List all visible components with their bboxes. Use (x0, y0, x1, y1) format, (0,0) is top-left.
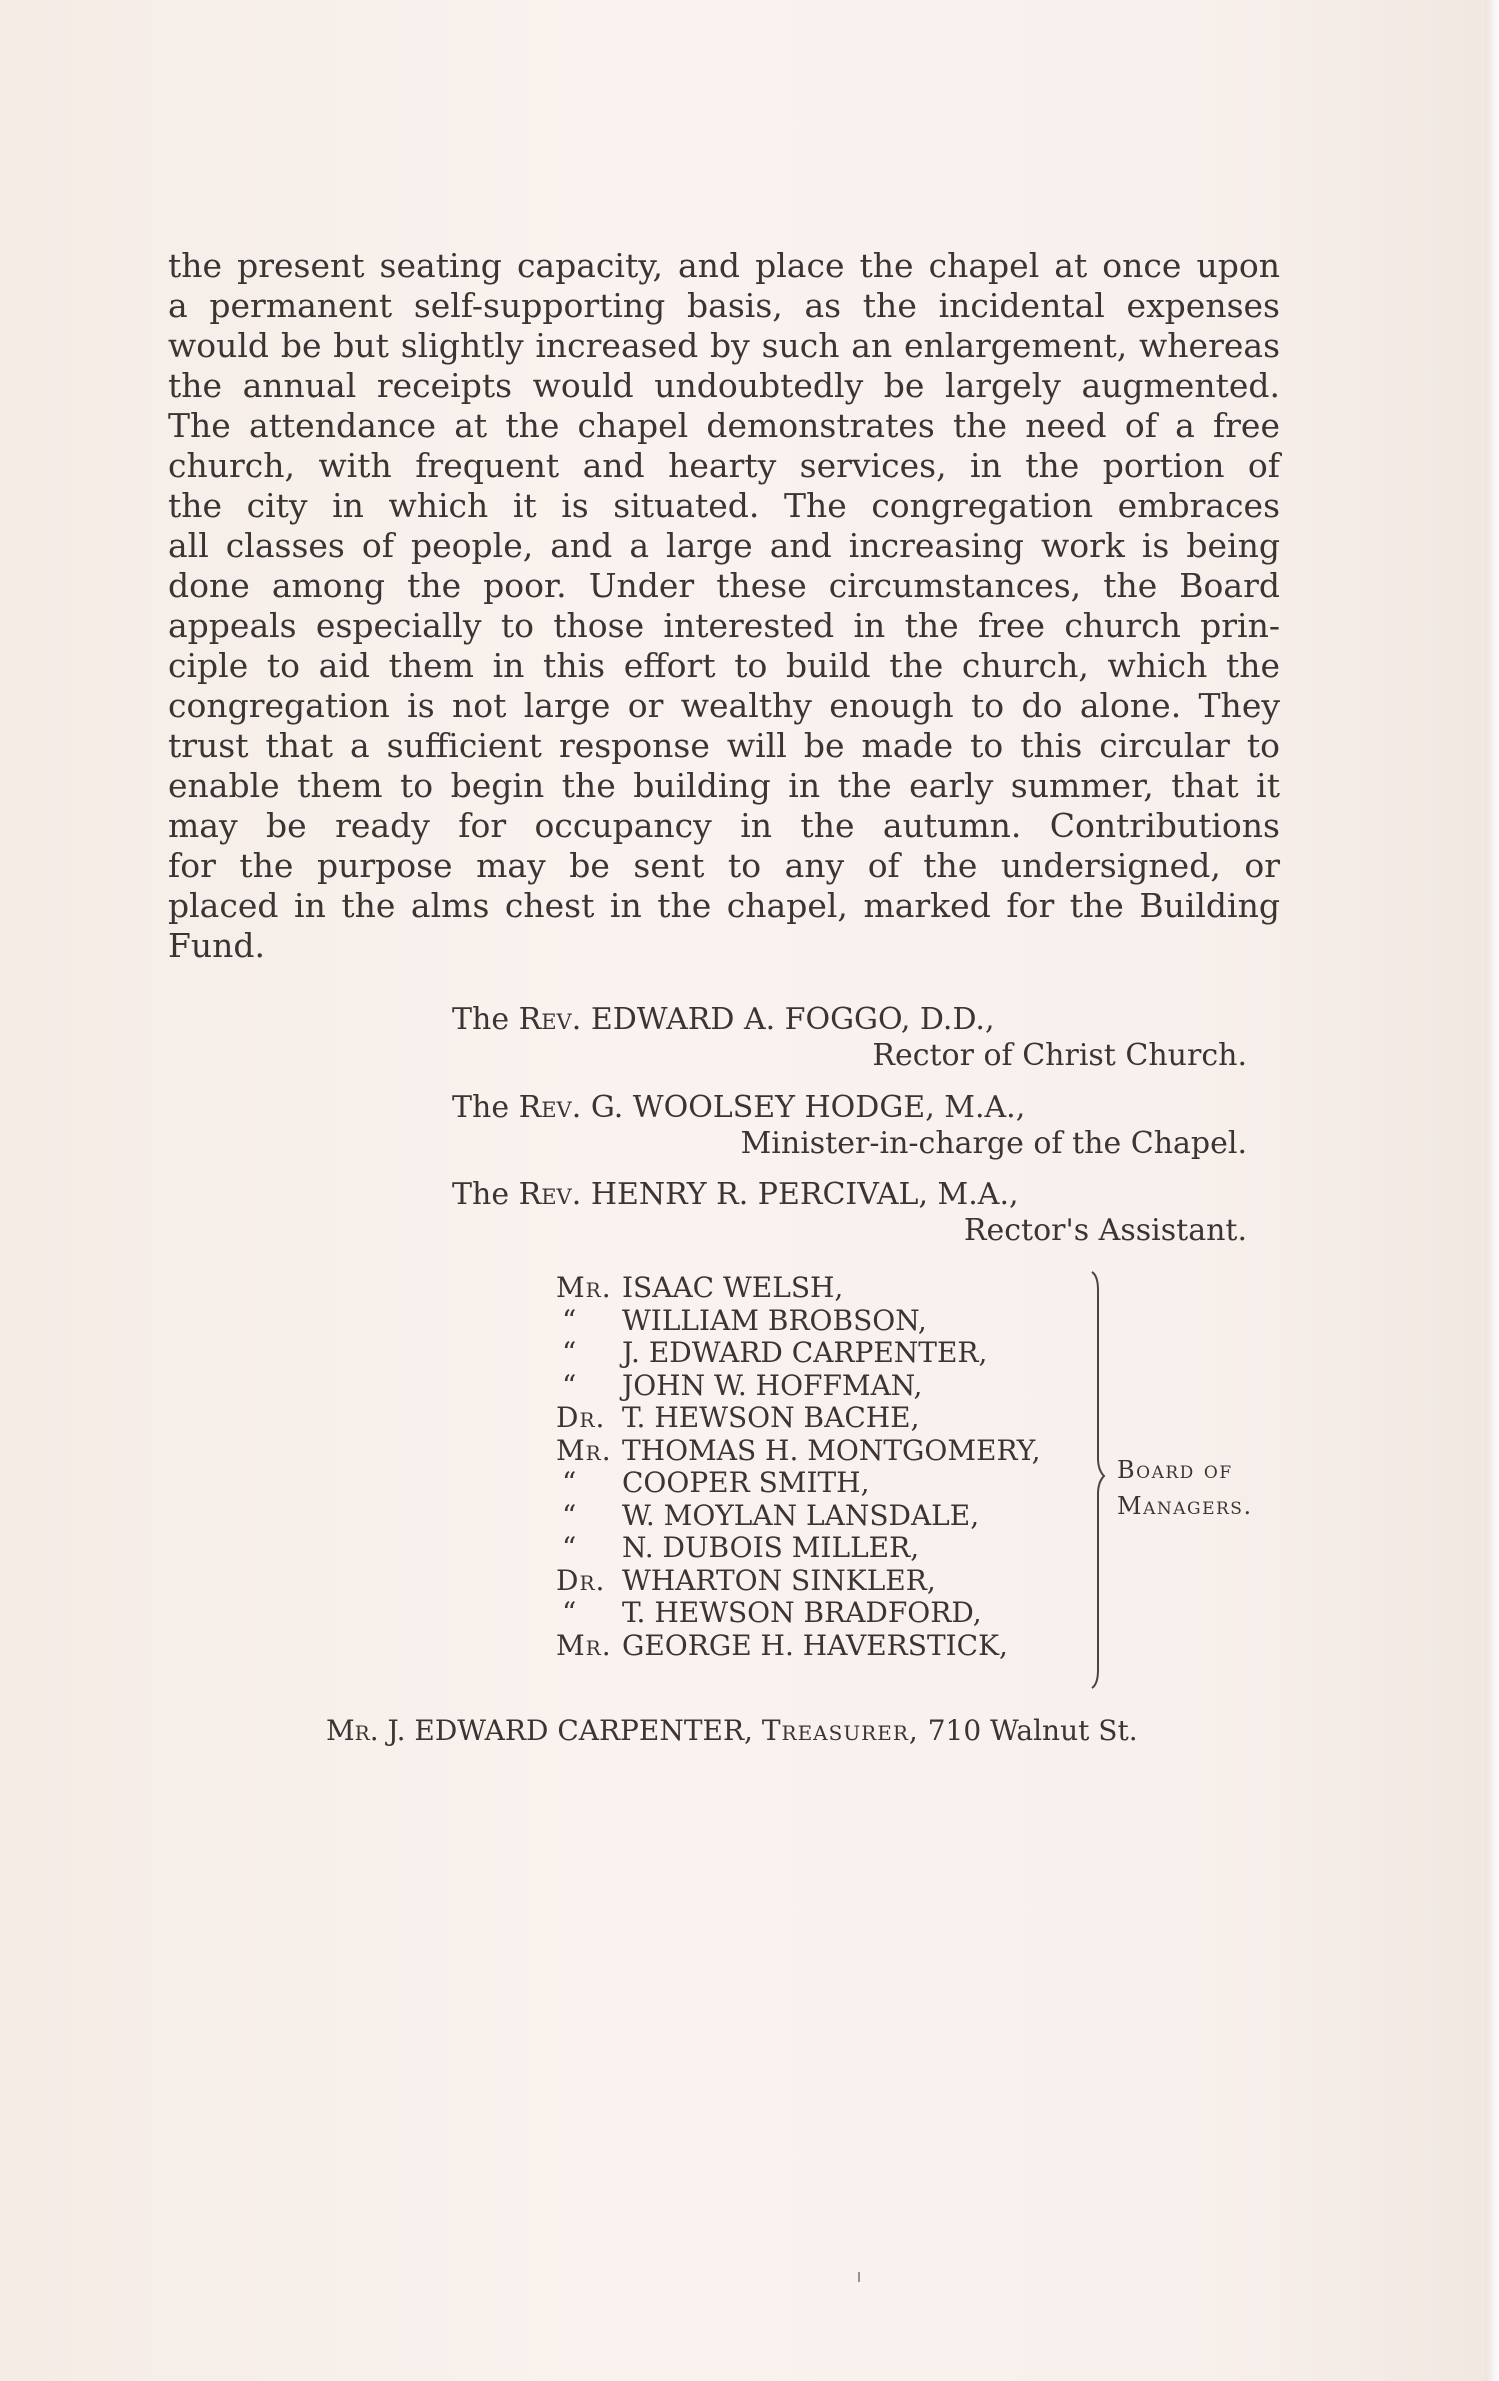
body-line: The attendance at the chapel demonstrates the need of a free (168, 406, 1280, 445)
manager-row (556, 1630, 1040, 1663)
manager-row (556, 1597, 1040, 1630)
signatory-rev: Rev. (518, 1177, 582, 1212)
body-line: Fund. (168, 926, 266, 965)
body-line: enable them to begin the building in the early summer, that it (168, 766, 1280, 805)
manager-row (556, 1272, 1040, 1305)
body-line: congregation is not large or wealthy enough to do alone. They (168, 686, 1280, 725)
treasurer-prefix: Mr. (326, 1714, 379, 1747)
manager-row (556, 1565, 1040, 1598)
signatory-fullname: G. WOOLSEY HODGE, M.A., (590, 1090, 1026, 1125)
body-line: placed in the alms chest in the chapel, marked for the Building (168, 886, 1280, 925)
treasurer-role: Treasurer, (761, 1714, 919, 1747)
manager-name: W. MOYLAN LANSDALE, (622, 1498, 980, 1532)
signatory-title: Minister-in-charge of the Chapel. (740, 1126, 1247, 1161)
manager-name: JOHN W. HOFFMAN, (622, 1368, 923, 1402)
manager-name: THOMAS H. MONTGOMERY, (622, 1433, 1041, 1467)
board-label-line1: Board of (1117, 1456, 1233, 1484)
manager-name: WILLIAM BROBSON, (622, 1303, 927, 1337)
manager-prefix: Mr. (556, 1433, 612, 1467)
manager-name: J. EDWARD CARPENTER, (622, 1336, 988, 1369)
manager-row (556, 1370, 1040, 1403)
manager-row (556, 1337, 1040, 1370)
signatory-prefix: The (452, 1177, 510, 1212)
manager-row (556, 1435, 1040, 1468)
treasurer-line (326, 1714, 1138, 1748)
body-line: a permanent self-supporting basis, as the incidental expenses (168, 286, 1280, 325)
manager-name: GEORGE H. HAVERSTICK, (622, 1628, 1008, 1662)
board-label-line2: Managers. (1117, 1492, 1253, 1520)
manager-prefix: “ (562, 1466, 577, 1499)
signatory-fullname: HENRY R. PERCIVAL, M.A., (590, 1177, 1019, 1212)
manager-prefix: Dr. (556, 1401, 606, 1434)
manager-row (556, 1305, 1040, 1338)
body-line: done among the poor. Under these circumstances, the Board (168, 566, 1280, 605)
signatory-rev: Rev. (518, 1002, 582, 1037)
signatory-title: Rector's Assistant. (963, 1213, 1247, 1248)
manager-row (556, 1467, 1040, 1500)
manager-name: N. DUBOIS MILLER, (622, 1531, 920, 1564)
manager-prefix: Mr. (556, 1271, 612, 1304)
body-line: the city in which it is situated. The congregation embraces (168, 486, 1280, 525)
board-of-managers-label (1117, 1452, 1253, 1524)
body-line: may be ready for occupancy in the autumn. Contributions (168, 806, 1280, 845)
manager-prefix: “ (562, 1336, 577, 1369)
body-line: ciple to aid them in this effort to build the church, which the (168, 646, 1280, 685)
manager-name: T. HEWSON BACHE, (622, 1401, 920, 1434)
page-edge (1485, 0, 1499, 2381)
manager-name: T. HEWSON BRADFORD, (622, 1596, 982, 1629)
body-line: appeals especially to those interested in the free church prin- (168, 606, 1280, 645)
manager-prefix: “ (562, 1531, 577, 1564)
signatory-name (452, 1002, 995, 1038)
manager-prefix: Mr. (556, 1628, 612, 1662)
body-line: the annual receipts would undoubtedly be largely augmented. (168, 366, 1280, 405)
signatory-name (452, 1090, 1025, 1126)
manager-row (556, 1532, 1040, 1565)
manager-name: ISAAC WELSH, (622, 1271, 844, 1304)
manager-prefix: “ (562, 1368, 577, 1402)
manager-name: WHARTON SINKLER, (622, 1563, 936, 1597)
body-line: the present seating capacity, and place the chapel at once upon (168, 246, 1280, 285)
body-paragraph (168, 246, 1280, 966)
manager-prefix: “ (562, 1596, 577, 1629)
body-line: all classes of people, and a large and increasing work is being (168, 526, 1280, 565)
manager-prefix: “ (562, 1303, 577, 1337)
signatory-title: Rector of Christ Church. (872, 1038, 1247, 1073)
curly-brace-icon (1090, 1270, 1110, 1690)
treasurer-name: J. EDWARD CARPENTER, (387, 1714, 753, 1747)
body-line: church, with frequent and hearty services, in the portion of (168, 446, 1280, 485)
signatory-prefix: The (452, 1002, 510, 1037)
signatory-rev: Rev. (518, 1090, 582, 1125)
body-line: trust that a sufficient response will be made to this circular to (168, 726, 1280, 765)
manager-prefix: Dr. (556, 1563, 606, 1597)
managers-list (556, 1272, 1040, 1662)
body-line: for the purpose may be sent to any of the undersigned, or (168, 846, 1280, 885)
paper-speck (858, 2272, 860, 2282)
manager-name: COOPER SMITH, (622, 1466, 870, 1499)
signatory-fullname: EDWARD A. FOGGO, D.D., (590, 1002, 995, 1037)
manager-prefix: “ (562, 1498, 577, 1532)
signatory-name (452, 1177, 1019, 1213)
treasurer-address: 710 Walnut St. (927, 1714, 1138, 1747)
manager-row (556, 1402, 1040, 1435)
manager-row (556, 1500, 1040, 1533)
body-line: would be but slightly increased by such an enlargement, whereas (168, 326, 1280, 365)
signatory-prefix: The (452, 1090, 510, 1125)
